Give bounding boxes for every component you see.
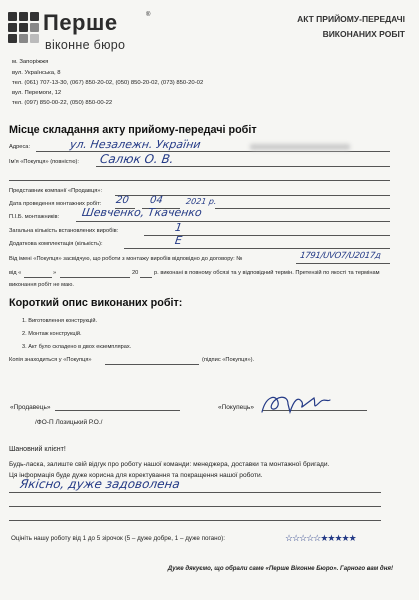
- feedback-line-b: [9, 506, 381, 507]
- summary-item-3: 3. Акт було складено в двох екземплярах.: [22, 344, 132, 350]
- contact-phones-2: тел. (097) 850-00-22, (050) 850-00-22: [12, 100, 113, 106]
- statement-year-line: [140, 277, 152, 278]
- extra-label: Додаткова комплектація (кількість):: [9, 241, 103, 247]
- seller-name: /ФО-П Лозицький Р.О./: [35, 419, 103, 426]
- date-line-rest: [215, 208, 390, 209]
- statement-line-2: р. виконані в повному обсязі та у відповідний термін. Претензій по якості та термінам: [154, 270, 380, 276]
- feedback-handwritten: Якісно, дуже задоволена: [19, 477, 181, 491]
- copy-note: Копія знаходиться у «Покупця»: [9, 357, 92, 363]
- statement-quote-close: »: [53, 270, 57, 276]
- date-label: Дата проведення монтажних робіт:: [9, 201, 102, 207]
- statement-from: від «: [9, 270, 22, 276]
- date-year: 2021 р.: [185, 197, 218, 206]
- contact-city: м. Запоріжжя: [12, 59, 49, 65]
- document-title: [235, 12, 405, 42]
- feedback-greeting: Шановний клієнт!: [9, 446, 66, 453]
- statement-month-line: [60, 277, 130, 278]
- document-title-line2: ВИКОНАНИХ РОБІТ: [322, 29, 405, 39]
- seller-signature-line: [55, 410, 180, 411]
- rating-label: Оцініть нашу роботу від 1 до 5 зірочок (5 – дуже добре, 1 – дуже погано):: [11, 535, 225, 542]
- customer-line: [96, 166, 390, 167]
- buyer-signature-scribble-icon: [258, 390, 333, 418]
- feedback-line-1: Будь-ласка, залиште свій відгук про роботу нашої команди: менеджера, доставки та монтажної бригади.: [9, 461, 330, 468]
- feedback-line-c: [9, 520, 381, 521]
- summary-item-2: 2. Монтаж конструкцій.: [22, 331, 82, 337]
- thanks-note: Дуже дякуємо, що обрали саме «Перше Віконне Бюро». Гарного вам дня!: [167, 565, 393, 572]
- count-label: Загальна кількість встановлених виробів:: [9, 228, 119, 234]
- customer-line-2: [9, 180, 390, 181]
- logo-mark-icon: [8, 12, 40, 42]
- seller-signature-label: «Продавець»: [10, 404, 51, 411]
- installers-label: П.І.Б. монтажників:: [9, 214, 60, 220]
- customer-value: Салюк О. В.: [99, 152, 175, 166]
- statement-line-3: виконання робіт не маю.: [9, 282, 74, 288]
- buyer-signature-label: «Покупець»: [218, 404, 254, 411]
- extra-line: [124, 248, 390, 249]
- contact-address-2: вул. Перемоги, 12: [12, 90, 62, 96]
- summary-item-1: 1. Виготовлення конструкцій.: [22, 318, 98, 324]
- summary-section-title: Короткий опис виконаних робіт:: [9, 297, 183, 309]
- statement-line-1: Від імені «Покупця» засвідчую, що роботи з монтажу виробів відповідно до договору: №: [9, 256, 243, 262]
- address-line: [36, 151, 390, 152]
- feedback-line-2: Ця інформація буде дуже корисна для коректування та покращення нашої роботи.: [9, 472, 263, 479]
- document-title-line1: АКТ ПРИЙОМУ-ПЕРЕДАЧІ: [297, 14, 405, 24]
- brand-name: Перше: [43, 10, 118, 35]
- count-value: 1: [174, 221, 183, 234]
- address-redaction: [250, 144, 350, 150]
- date-month: 04: [149, 195, 164, 206]
- installers-value: Шевченко, Ткаченко: [81, 206, 203, 219]
- contract-number: 1791/UVO7/U2017д: [299, 251, 382, 261]
- address-label: Адреса:: [9, 144, 31, 150]
- brand-tagline: віконне бюро: [45, 38, 126, 52]
- place-section-title: Місце складання акту прийому-передачі робіт: [9, 124, 257, 136]
- customer-label: Ім'я «Покупця» (повністю):: [9, 159, 79, 165]
- registered-mark: ®: [146, 12, 151, 18]
- date-day: 20: [115, 195, 130, 206]
- statement-day-line: [24, 277, 52, 278]
- address-value: ул. Незалежн. України: [69, 138, 202, 151]
- copy-sign-line: [105, 364, 199, 365]
- contract-line: [296, 263, 390, 264]
- statement-century: 20: [132, 270, 139, 276]
- extra-value: Е: [174, 234, 183, 247]
- contact-address-1: вул. Українська, 8: [12, 70, 61, 76]
- feedback-line-a: [9, 492, 381, 493]
- seller-rep-label: Представник компанії «Продавця»:: [9, 188, 103, 194]
- contact-phones-1: тел. (061) 707-13-30, (067) 850-20-02, (050) 850-20-02, (073) 850-20-02: [12, 80, 204, 86]
- rating-stars-icon: ☆☆☆☆☆★★★★★: [285, 533, 356, 543]
- installers-line: [76, 221, 390, 222]
- copy-note-sign: (підпис «Покупця»).: [202, 357, 255, 363]
